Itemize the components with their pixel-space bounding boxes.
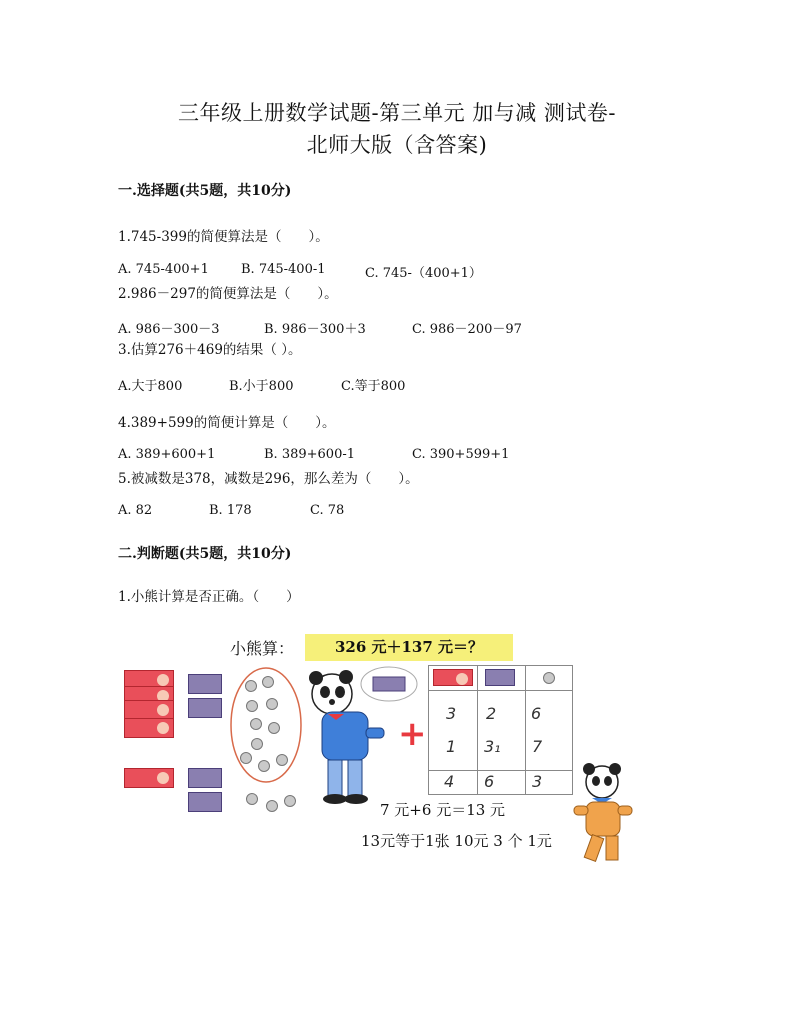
option-b: B. 178 xyxy=(209,503,252,518)
hundred-yuan-bill-icon xyxy=(124,768,174,788)
grid-digit: 1 xyxy=(446,737,457,756)
question-stem: 1.745-399的简便算法是（ ）。 xyxy=(118,229,329,245)
option-b: B. 745-400-1 xyxy=(241,262,326,277)
question-stem: 4.389+599的简便计算是（ ）。 xyxy=(118,415,336,431)
coin-icon xyxy=(266,698,278,710)
coin-icon xyxy=(262,676,274,688)
hundred-yuan-bill-icon xyxy=(433,669,473,686)
option-b: B.小于800 xyxy=(229,379,294,394)
coin-icon xyxy=(258,760,270,772)
coin-icon xyxy=(284,795,296,807)
ten-yuan-bill-icon xyxy=(485,669,515,686)
grid-digit: 6 xyxy=(484,772,495,791)
option-b: B. 986－300＋3 xyxy=(264,322,366,337)
illustration-label: 小熊算： xyxy=(230,639,295,658)
grid-digit: 2 xyxy=(486,704,497,723)
plus-sign: + xyxy=(398,714,427,754)
question-stem: 5.被减数是378，减数是296，那么差为（ ）。 xyxy=(118,471,419,487)
option-a: A. 82 xyxy=(118,503,153,518)
grid-digit: 4 xyxy=(444,772,455,791)
coin-icon xyxy=(246,793,258,805)
coin-icon xyxy=(245,680,257,692)
grid-digit: 7 xyxy=(532,737,543,756)
option-c: C. 390+599+1 xyxy=(412,447,510,462)
small-panda-icon xyxy=(572,762,636,866)
section-heading-judgement: 二.判断题(共5题，共10分) xyxy=(118,546,292,562)
page-title-line2: 北师大版（含答案) xyxy=(306,133,488,157)
ten-yuan-bill-icon xyxy=(188,674,222,694)
coin-icon xyxy=(266,800,278,812)
hundred-yuan-bill-icon xyxy=(124,700,174,720)
ten-yuan-bill-icon xyxy=(188,768,222,788)
coin-icon xyxy=(246,700,258,712)
option-c: C. 986－200－97 xyxy=(412,322,522,337)
coin-icon xyxy=(251,738,263,750)
option-b: B. 389+600-1 xyxy=(264,447,355,462)
hundred-yuan-bill-icon xyxy=(124,718,174,738)
explanation-line2: 13元等于1张 10元 3 个 1元 xyxy=(361,832,552,850)
thought-bubble-icon xyxy=(357,664,421,708)
coin-icon xyxy=(240,752,252,764)
option-a: A. 986－300－3 xyxy=(118,322,220,337)
question-stem: 3.估算276＋469的结果（ ）。 xyxy=(118,342,302,358)
coin-icon xyxy=(276,754,288,766)
coin-icon xyxy=(250,718,262,730)
coin-icon xyxy=(543,672,555,684)
option-a: A.大于800 xyxy=(118,379,183,394)
question-stem: 1.小熊计算是否正确。（ ） xyxy=(118,589,300,605)
ten-yuan-bill-icon xyxy=(188,698,222,718)
option-c: C.等于800 xyxy=(341,379,406,394)
section-heading-choice: 一.选择题(共5题，共10分) xyxy=(118,183,292,199)
option-a: A. 389+600+1 xyxy=(118,447,216,462)
grid-digit: 3 xyxy=(446,704,457,723)
grid-digit: 6 xyxy=(531,704,542,723)
page-title-line1: 三年级上册数学试题-第三单元 加与减 测试卷- xyxy=(177,101,617,125)
option-c: C. 745-（400+1） xyxy=(365,266,482,281)
explanation-line1: 7 元+6 元＝13 元 xyxy=(380,801,506,819)
problem-banner: 326 元＋137 元＝？ xyxy=(305,634,513,661)
coin-icon xyxy=(268,722,280,734)
option-c: C. 78 xyxy=(310,503,345,518)
option-a: A. 745-400+1 xyxy=(118,262,209,277)
question-stem: 2.986－297的简便算法是（ ）。 xyxy=(118,286,338,302)
grid-digit: 3 xyxy=(532,772,543,791)
ten-yuan-bill-icon xyxy=(188,792,222,812)
grid-digit: 3₁ xyxy=(484,737,501,756)
